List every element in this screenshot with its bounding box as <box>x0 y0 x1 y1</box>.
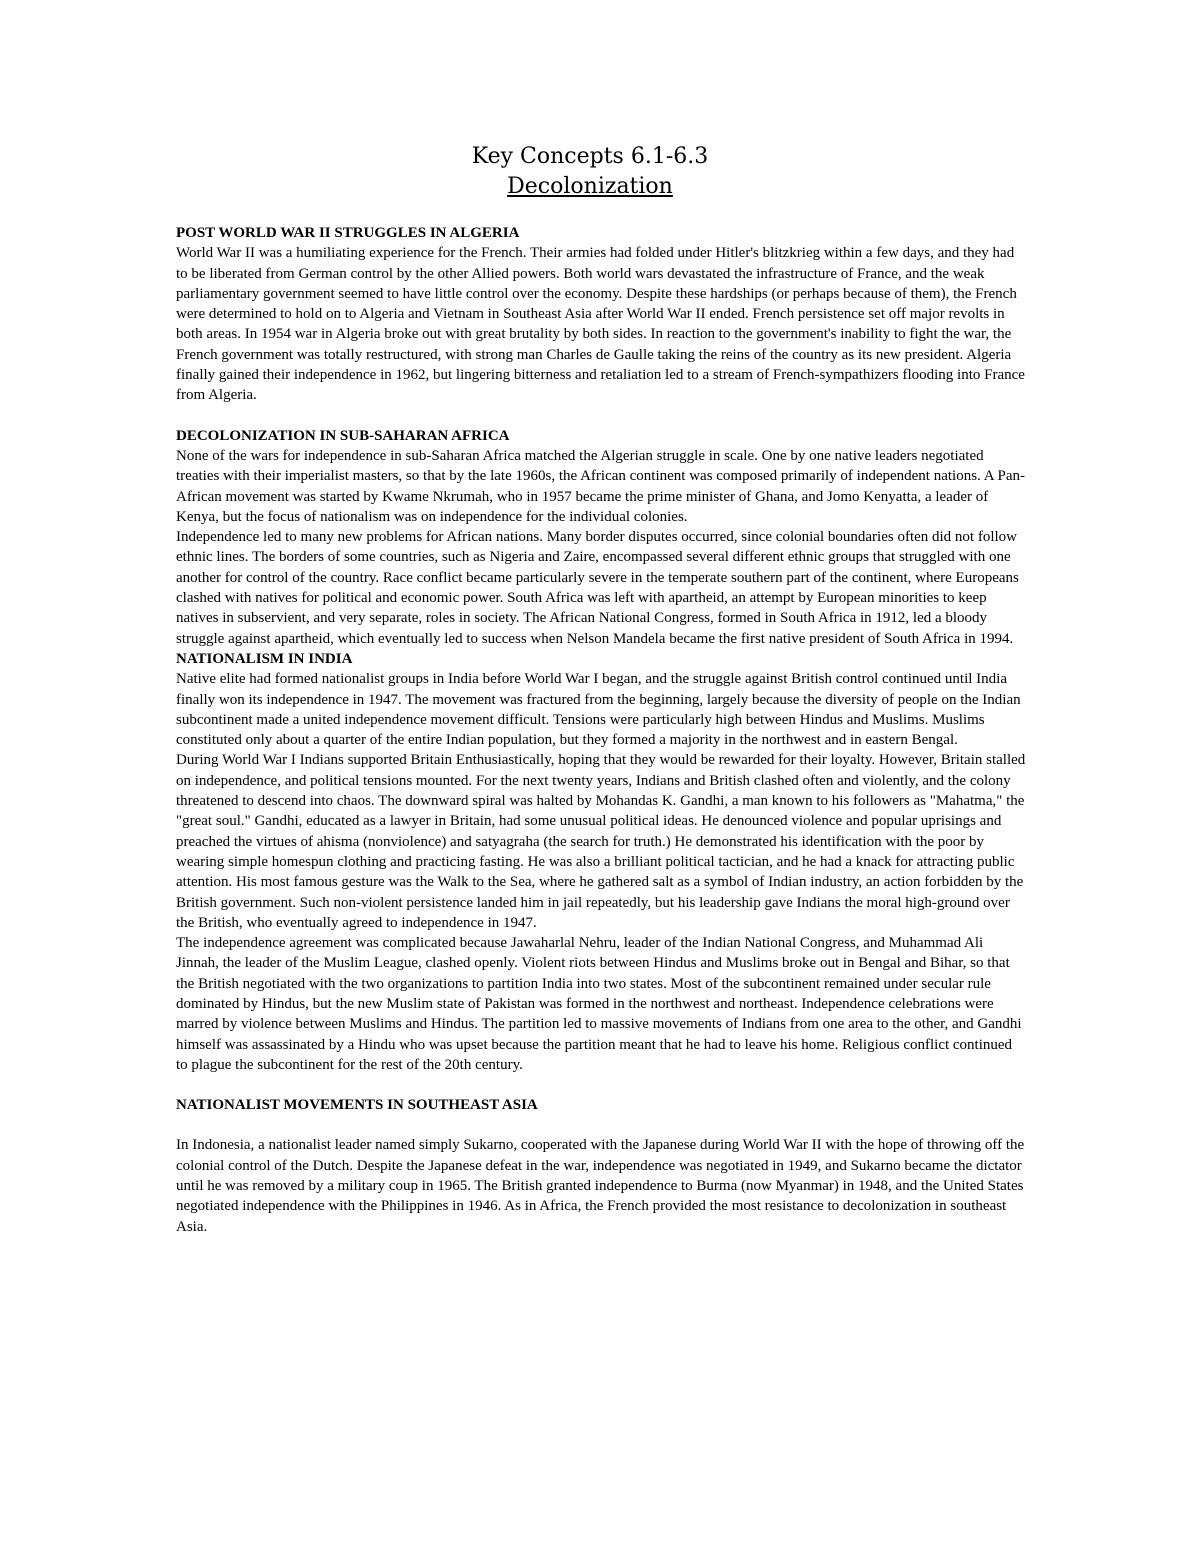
title-block <box>0 142 1180 202</box>
section-india <box>176 649 1026 1075</box>
paragraph: In Indonesia, a nationalist leader named simply Sukarno, cooperated with the Japanese during World War II with the hope of throwing off the colonial control of the Dutch. Despite the Japanese defeat in the war, independence was negotiated in 1949, and Sukarno became the dictator until he was removed by a military coup in 1965. The British granted independence to Burma (now Myanmar) in 1948, and the United States negotiated independence with the Philippines in 1946. As in Africa, the French provided the most resistance to decolonization in southeast Asia. <box>176 1137 1025 1235</box>
section-heading: DECOLONIZATION IN SUB-SAHARAN AFRICA <box>176 427 510 444</box>
paragraph: Native elite had formed nationalist groups in India before World War I began, and the struggle against British control continued until India finally won its independence in 1947. The movement was fractured from the beginning, largely because the diversity of people on the Indian subcontinent made a united independence movement difficult. Tensions were particularly high between Hindus and Muslims. Muslims constituted only about a quarter of the entire Indian population, but they formed a majority in the northwest and in eastern Bengal. <box>176 671 1021 749</box>
paragraph: During World War I Indians supported Britain Enthusiastically, hoping that they would be rewarded for their loyalty. However, Britain stalled on independence, and political tensions mounted. For the next twenty years, Indians and British clashed often and violently, and the colony threatened to descend into chaos. The downward spiral was halted by Mohandas K. Gandhi, a man known to his followers as "Mahatma," the "great soul." Gandhi, educated as a lawyer in Britain, had some unusual political ideas. He denounced violence and popular uprisings and preached the virtues of ahisma (nonviolence) and satyagraha (the search for truth.) He demonstrated his identification with the poor by wearing simple homespun clothing and practicing fasting. He was also a brilliant political tactician, and he had a knack for attracting public attention. His most famous gesture was the Walk to the Sea, where he gathered salt as a symbol of Indian industry, an action forbidden by the British government. Such non-violent persistence landed him in jail repeatedly, but his leadership gave Indians the moral high-ground over the British, who eventually agreed to independence in 1947. <box>176 752 1026 931</box>
paragraph: Independence led to many new problems for African nations. Many border disputes occurred, since colonial boundaries often did not follow ethnic lines. The borders of some countries, such as Nigeria and Zaire, encompassed several different ethnic groups that struggled with one another for control of the country. Race conflict became particularly severe in the temperate southern part of the continent, where Europeans clashed with natives for political and economic power. South Africa was left with apartheid, an attempt by European minorities to keep natives in subservient, and very separate, roles in society. The African National Congress, formed in South Africa in 1912, led a bloody struggle against apartheid, which eventually led to success when Nelson Mandela became the first native president of South Africa in 1994. <box>176 529 1019 647</box>
document-title: Key Concepts 6.1-6.3 <box>471 144 709 169</box>
section-spacer <box>176 1075 1026 1095</box>
section-heading: POST WORLD WAR II STRUGGLES IN ALGERIA <box>176 225 520 241</box>
document-subtitle: Decolonization <box>507 174 673 199</box>
document-body <box>176 223 1026 1237</box>
section-heading: NATIONALIST MOVEMENTS IN SOUTHEAST ASIA <box>176 1097 538 1114</box>
paragraph: World War II was a humiliating experience for the French. Their armies had folded under Hitler's blitzkrieg within a few days, and they had to be liberated from German control by the other Allied powers. Both world wars devastated the infrastructure of France, and the weak parliamentary government seemed to have little control over the economy. Despite these hardships (or perhaps because of them), the French were determined to hold on to Algeria and Vietnam in Southeast Asia after World War II ended. French persistence set off major revolts in both areas. In 1954 war in Algeria broke out with great brutality by both sides. In reaction to the government's inability to fight the war, the French government was totally restructured, with strong man Charles de Gaulle taking the reins of the country as its new president. Algeria finally gained their independence in 1962, but lingering bitterness and retaliation led to a stream of French-sympathizers flooding into France from Algeria. <box>176 245 1025 404</box>
heading-spacer <box>176 1115 1026 1135</box>
section-algeria <box>176 223 1026 406</box>
section-sub-saharan-africa <box>176 426 1026 649</box>
paragraph: None of the wars for independence in sub-Saharan Africa matched the Algerian struggle in scale. One by one native leaders negotiated treaties with their imperialist masters, so that by the late 1960s, the African continent was composed primarily of independent nations. A Pan-African movement was started by Kwame Nkrumah, who in 1957 became the prime minister of Ghana, and Jomo Kenyatta, a leader of Kenya, but the focus of nationalism was on independence for the individual colonies. <box>176 447 1025 525</box>
section-heading: NATIONALISM IN INDIA <box>176 650 353 667</box>
section-spacer <box>176 406 1026 426</box>
paragraph: The independence agreement was complicated because Jawaharlal Nehru, leader of the Indian National Congress, and Muhammad Ali Jinnah, the leader of the Muslim League, clashed openly. Violent riots between Hindus and Muslims broke out in Bengal and Bihar, so that the British negotiated with the two organizations to partition India into two states. Most of the subcontinent remained under secular rule dominated by Hindus, but the new Muslim state of Pakistan was formed in the northwest and northeast. Independence celebrations were marred by violence between Muslims and Hindus. The partition led to massive movements of Indians from one area to the other, and Gandhi himself was assassinated by a Hindu who was upset because the partition meant that he had to leave his home. Religious conflict continued to plague the subcontinent for the rest of the 20th century. <box>176 935 1022 1073</box>
section-southeast-asia <box>176 1095 1026 1237</box>
